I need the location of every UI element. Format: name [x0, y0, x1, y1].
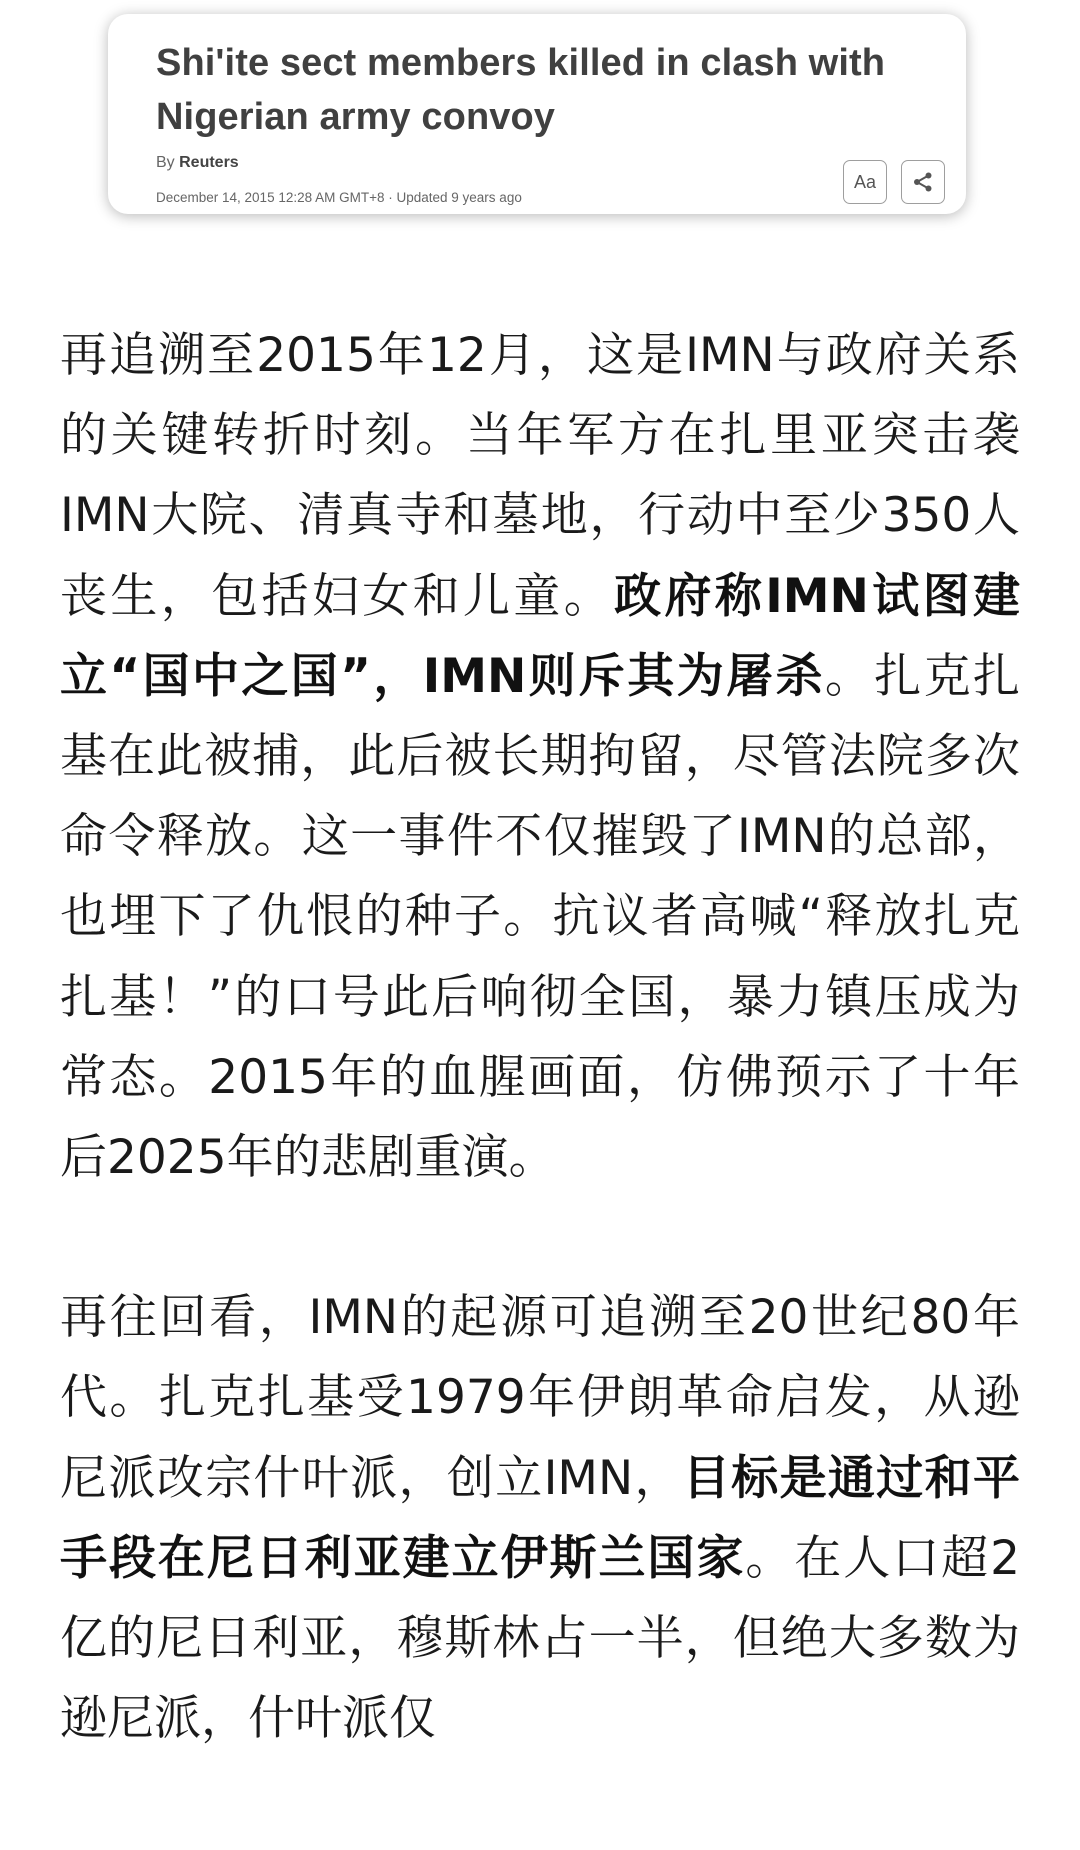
dateline: December 14, 2015 12:28 AM GMT+8 · Updated 9 years ago	[156, 190, 522, 205]
para1-bold-claim: 政府称IMN试图建立“国中之国”，IMN则斥其为屠杀	[60, 568, 1021, 704]
para2-text-2: 。在人口超2亿的尼日利亚，穆斯林占一半，但绝大多数为逊尼派，什叶派仅	[60, 1530, 1021, 1747]
paragraph-imn-origins	[60, 1278, 1020, 1759]
byline-prefix: By	[156, 154, 180, 171]
para1-text-1: 再追溯至2015年12月，这是IMN与政府关系的关键转折时刻。当年军方在扎里亚突击袭IMN大院、清真寺和墓地，行动中至少350人丧生，包括妇女和儿童。	[60, 328, 1020, 624]
byline	[156, 154, 239, 172]
card-headline: Shi'ite sect members killed in clash with Nigerian army convoy	[156, 42, 886, 138]
reuters-article-card[interactable]	[108, 14, 966, 214]
paragraph-2015-crackdown	[60, 316, 1020, 1198]
para1-text-2: 。扎克扎基在此被捕，此后被长期拘留，尽管法院多次命令释放。这一事件不仅摧毁了IMN的总部，也埋下了仇恨的种子。抗议者高喊“释放扎克扎基！”的口号此后响彻全国，暴力镇压成为常态。2015年的血腥画面，仿佛预示了十年后2025年的悲剧重演。	[60, 648, 1021, 1186]
para2-bold-goal: 目标是通过和平手段在尼日利亚建立伊斯兰国家	[60, 1450, 1020, 1586]
byline-author[interactable]: Reuters	[179, 154, 239, 171]
article-body	[60, 316, 1020, 1759]
font-size-button[interactable]: Aa	[843, 160, 887, 204]
share-button[interactable]	[901, 160, 945, 204]
para2-text-1: 再往回看，IMN的起源可追溯至20世纪80年代。扎克扎基受1979年伊朗革命启发，从逊尼派改宗什叶派，创立IMN，	[60, 1290, 1020, 1506]
share-icon	[912, 171, 934, 193]
